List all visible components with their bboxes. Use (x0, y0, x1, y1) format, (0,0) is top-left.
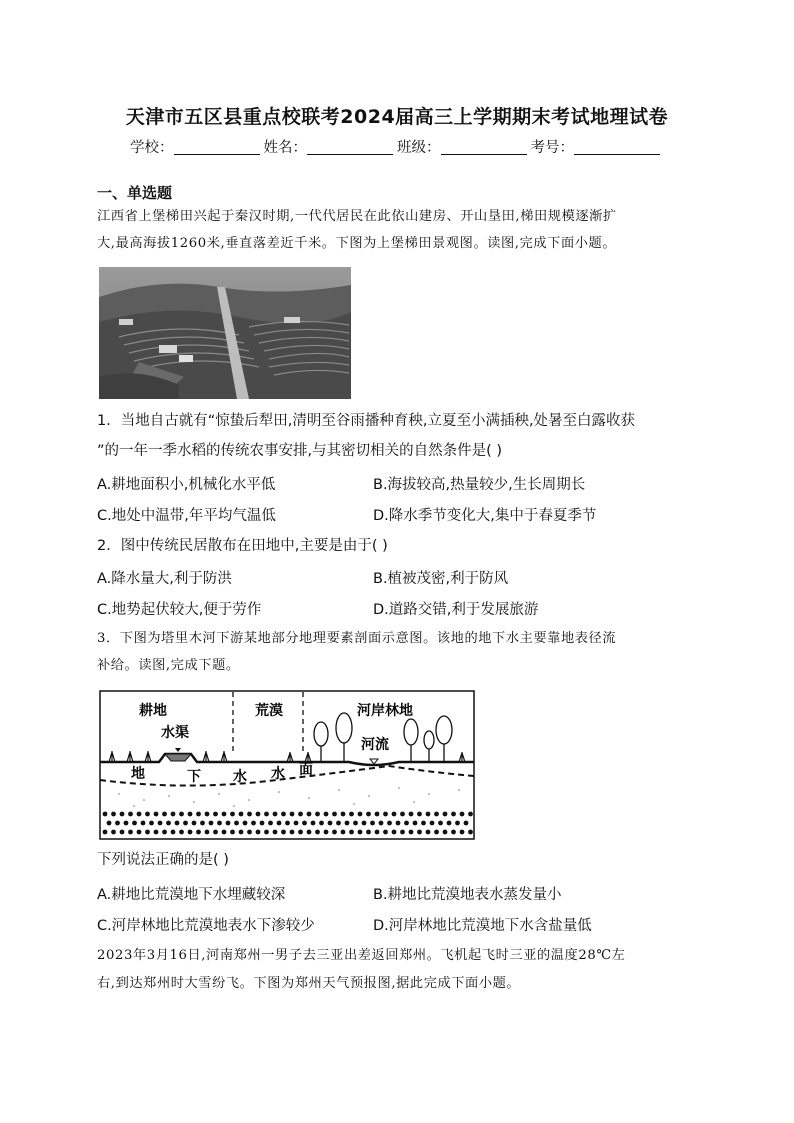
water-table-label-4: 水 (271, 766, 285, 782)
name-label: 姓名： (263, 140, 307, 156)
section-heading: 一、单选题 (97, 184, 173, 202)
passage-2-line-2: 右,到达郑州时大雪纷飞。下图为郑州天气预报图,据此完成下面小题。 (97, 976, 521, 991)
q3-option-b[interactable]: B.耕地比荒漠地表水蒸发量小 (373, 887, 562, 903)
question-1-line-1: 1．当地自古就有“惊蛰后犁田,清明至谷雨播种育秧,立夏至小满插秧,处暑至白露收获 (97, 413, 636, 429)
water-table-label-5: 面 (299, 762, 313, 778)
farmland-label: 耕地 (139, 703, 167, 719)
q1-option-c[interactable]: C.地处中温带,年平均气温低 (97, 508, 276, 524)
student-info-line (0, 136, 794, 157)
school-blank (174, 140, 260, 155)
class-blank (441, 140, 527, 155)
question-3-line-1: 3．下图为塔里木河下游某地部分地理要素剖面示意图。该地的地下水主要靠地表径流 (97, 631, 617, 646)
river-label: 河流 (361, 737, 389, 753)
cross-section-diagram (99, 690, 475, 840)
q2-option-a[interactable]: A.降水量大,利于防洪 (97, 571, 232, 587)
passage-1-line-1: 江西省上堡梯田兴起于秦汉时期,一代代居民在此依山建房、开山垦田,梯田规模逐渐扩 (97, 209, 617, 224)
q3-option-a[interactable]: A.耕地比荒漠地下水埋藏较深 (97, 887, 286, 903)
q3-option-d[interactable]: D.河岸林地比荒漠地下水含盐量低 (373, 918, 592, 934)
question-3-stem: 下列说法正确的是( ) (97, 852, 229, 868)
q1-option-d[interactable]: D.降水季节变化大,集中于春夏季节 (373, 508, 597, 524)
question-2-stem: 2．图中传统民居散布在田地中,主要是由于( ) (97, 538, 388, 554)
riparian-label: 河岸林地 (357, 703, 413, 719)
name-field (264, 136, 398, 157)
school-field (130, 136, 264, 157)
passage-1-line-2: 大,最高海拔1260米,垂直落差近千米。下图为上堡梯田景观图。读图,完成下面小题。 (97, 236, 617, 251)
q2-option-c[interactable]: C.地势起伏较大,便于劳作 (97, 602, 262, 618)
school-label: 学校： (130, 140, 174, 156)
exam-title: 天津市五区县重点校联考2024届高三上学期期末考试地理试卷 (125, 106, 669, 128)
exam-number-field (531, 136, 665, 157)
question-3-line-2: 补给。读图,完成下题。 (97, 658, 240, 673)
desert-label: 荒漠 (255, 703, 283, 719)
q3-option-c[interactable]: C.河岸林地比荒漠地表水下渗较少 (97, 918, 315, 934)
water-table-label-2: 下 (187, 769, 201, 785)
question-1-line-2: ”的一年一季水稻的传统农事安排,与其密切相关的自然条件是( ) (97, 443, 503, 459)
q2-option-d[interactable]: D.道路交错,利于发展旅游 (373, 602, 539, 618)
terraced-field-photo (99, 267, 351, 399)
passage-2-line-1: 2023年3月16日,河南郑州一男子去三亚出差返回郑州。飞机起飞时三亚的温度28℃左 (97, 948, 626, 963)
name-blank (307, 140, 393, 155)
exam-number-blank (574, 140, 660, 155)
q2-option-b[interactable]: B.植被茂密,利于防风 (373, 571, 509, 587)
water-table-label-1: 地 (131, 766, 145, 782)
exam-number-label: 考号： (530, 140, 574, 156)
water-table-label-3: 水 (233, 769, 247, 785)
q1-option-b[interactable]: B.海拔较高,热量较少,生长周期长 (373, 477, 586, 493)
canal-label: 水渠 (161, 725, 189, 741)
class-field (397, 136, 531, 157)
q1-option-a[interactable]: A.耕地面积小,机械化水平低 (97, 477, 276, 493)
class-label: 班级： (397, 140, 441, 156)
